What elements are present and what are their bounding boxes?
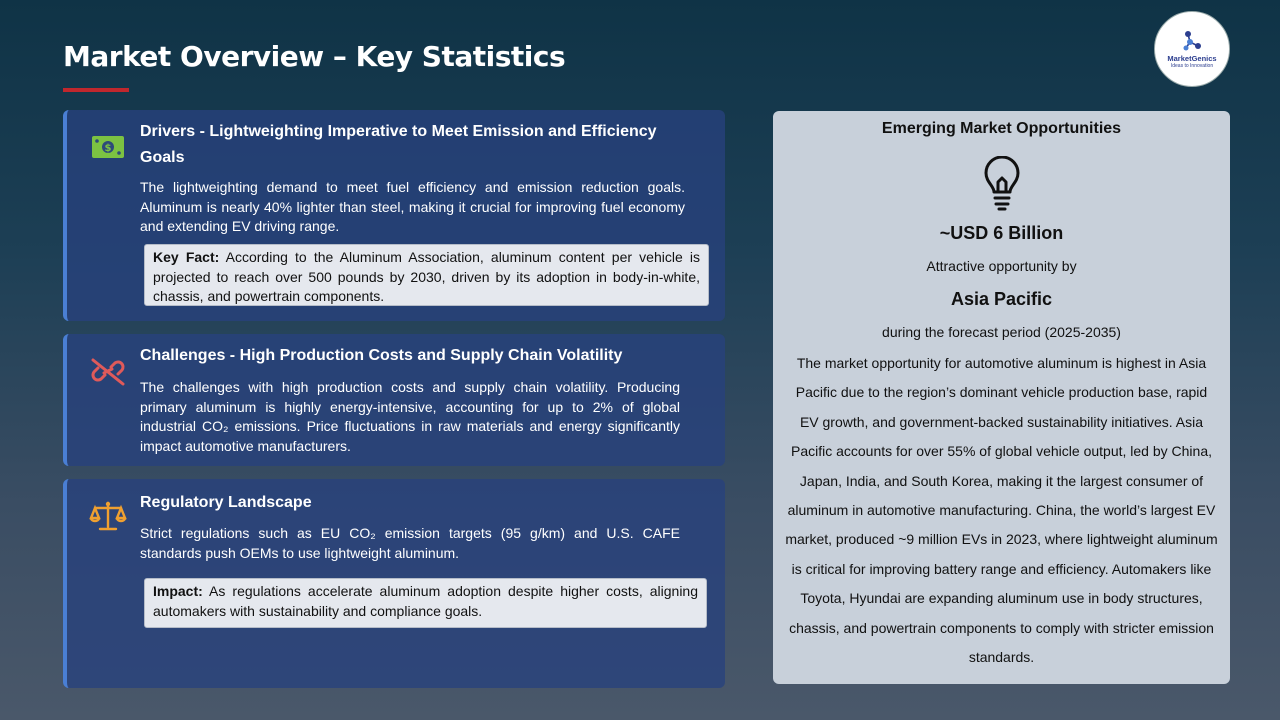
key-fact-text: According to the Aluminum Association, aluminum content per vehicle is projected to reach over 500 pounds by 2030, driven by its adoption in body-in-white, chassis, and powertrain components. [153, 249, 700, 304]
opportunity-description: The market opportunity for automotive aluminum is highest in Asia Pacific due to the region’s dominant vehicle production base, rapid EV growth, and government-backed sustainability initiatives. Asia Pacific accounts for over 55% of global vehicle output, led by China, Japan, India, and South Korea, making it the largest consumer of aluminum in automotive manufacturing. China, the world’s largest EV market, produced ~9 million EVs in 2023, where lightweight aluminum is critical for improving battery range and efficiency. Automakers like Toyota, Hyundai are expanding aluminum use in body structures, chassis, and powertrain components to comply with stricter emission standards. [785, 355, 1218, 666]
company-logo [1154, 11, 1230, 87]
key-fact-label: Key Fact: [153, 249, 220, 265]
opportunity-panel [773, 111, 1230, 684]
impact-label: Impact: [153, 583, 203, 599]
scales-icon [89, 499, 127, 533]
logo-tagline: Ideas to Innovation [1170, 62, 1214, 69]
money-icon [89, 130, 127, 164]
opportunity-region: Asia Pacific [950, 289, 1053, 309]
challenges-card [63, 334, 725, 466]
regulatory-text: Strict regulations such as EU CO₂ emission targets (95 g/km) and U.S. CAFE standards push OEMs to use lightweight aluminum. [140, 525, 680, 561]
lightbulb-icon [978, 156, 1026, 212]
regulatory-title: Regulatory Landscape [140, 494, 312, 511]
drivers-card [63, 110, 725, 321]
broken-link-icon [89, 354, 127, 388]
regulatory-card [63, 479, 725, 688]
impact-text: As regulations accelerate aluminum adoption despite higher costs, aligning automakers with sustainability and compliance goals. [153, 583, 698, 619]
opportunity-value: ~USD 6 Billion [939, 223, 1064, 243]
challenges-text: The challenges with high production costs and supply chain volatility. Producing primary aluminum is highly energy-intensive, accounting for up to 2% of global industrial CO₂ emissions. Price fluctuations in raw materials and energy significantly impact automotive manufacturers. [140, 379, 680, 454]
network-nodes-icon [1180, 30, 1204, 52]
opportunity-title: Emerging Market Opportunities [881, 120, 1122, 137]
svg-text:$: $ [104, 143, 112, 154]
key-fact-box [144, 244, 709, 306]
drivers-title: Drivers - Lightweighting Imperative to Meet Emission and Efficiency Goals [140, 123, 657, 166]
logo-name: MarketGenics [1167, 53, 1217, 63]
challenges-title: Challenges - High Production Costs and Supply Chain Volatility [140, 347, 623, 364]
opportunity-subtitle: Attractive opportunity by [926, 258, 1077, 274]
impact-box [144, 578, 707, 628]
title-underline [63, 88, 129, 92]
page-title: Market Overview – Key Statistics [63, 40, 566, 73]
forecast-period: during the forecast period (2025-2035) [882, 324, 1121, 340]
drivers-text: The lightweighting demand to meet fuel efficiency and emission reduction goals. Aluminum is nearly 40% lighter than steel, making it crucial for improving fuel economy and extending EV driving range. [140, 179, 685, 234]
